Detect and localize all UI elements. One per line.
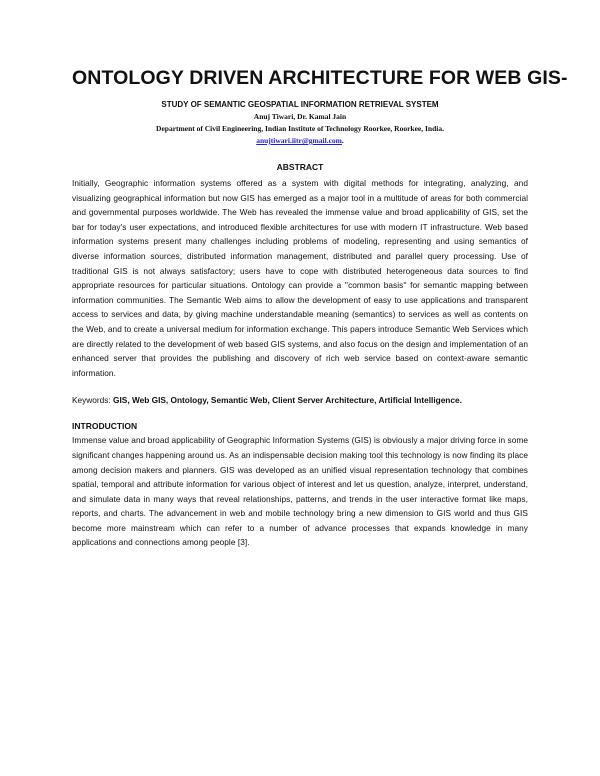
- introduction-heading: INTRODUCTION: [72, 421, 138, 432]
- keywords-list: GIS, Web GIS, Ontology, Semantic Web, Client Server Architecture, Artificial Intelligence.: [113, 395, 462, 406]
- introduction-text: Immense value and broad applicability of Geographic Information Systems (GIS) is obviously a major driving force in some significant changes happening around us. As an indispensable decision making tool this technology is now finding its place among decision makers and planners. GIS was developed as an unified visual representation technology that combines spatial, temporal and attribute information for various object of interest and let us question, analyze, interpret, understand, and simulate data in many ways that reveal relationships, patterns, and trends in the user interactive format like maps, reports, and charts. The advancement in web and mobile technology bring a new dimension to GIS world and thus GIS become more mainstream which can refer to a number of advance processes that expands knowledge in many applications and connections among people [3].: [72, 435, 528, 548]
- keywords-label: Keywords:: [72, 395, 114, 406]
- paper-page: [72, 66, 568, 550]
- paper-subtitle: STUDY OF SEMANTIC GEOSPATIAL INFORMATION RETRIEVAL SYSTEM: [161, 100, 439, 109]
- abstract-heading: ABSTRACT: [276, 162, 324, 172]
- paper-authors: Anuj Tiwari, Dr. Kamal Jain: [253, 112, 347, 121]
- paper-affiliation: Department of Civil Engineering, Indian Institute of Technology Roorkee, Roorkee, India.: [156, 124, 444, 133]
- abstract-text: Initially, Geographic information systems offered as a system with digital methods for integrating, analyzing, and visualizing geographical information but now GIS has emerged as a major tool in a multitude of areas for both commercial and governmental purposes worldwide. The Web has revealed the immense value and broad applicability of GIS, set the bar for today's user expectations, and introduced flexible architectures for use with modern IT infrastructure. Web based information systems present many challenges including problems of modeling, representing and using semantics of diverse information sources, distributed information management, distributed and parallel query processing. Use of traditional GIS is not always satisfactory; users have to cope with distributed heterogeneous data sources to find appropriate resources for particular situations. Ontology can provide a ''common basis'' for semantic mapping between information communities. The Semantic Web aims to allow the development of easy to use applications and transparent access to services and data, by giving machine understandable meaning (semantics) to services as well as contents on the Web, and to create a universal medium for information exchange. This papers introduce Semantic Web Services which are directly related to the development of web based GIS systems, and also focus on the design and implementation of an enhanced server that provides the publishing and discovery of rich web service based on context-aware semantic information.: [72, 178, 528, 378]
- email-suffix: .: [341, 136, 344, 145]
- paper-email-line: [72, 135, 528, 147]
- keywords-line: [72, 393, 528, 407]
- paper-title: ONTOLOGY DRIVEN ARCHITECTURE FOR WEB GIS-: [72, 67, 568, 89]
- author-email-link[interactable]: anujtiwari.iitr@gmail.com: [256, 136, 342, 145]
